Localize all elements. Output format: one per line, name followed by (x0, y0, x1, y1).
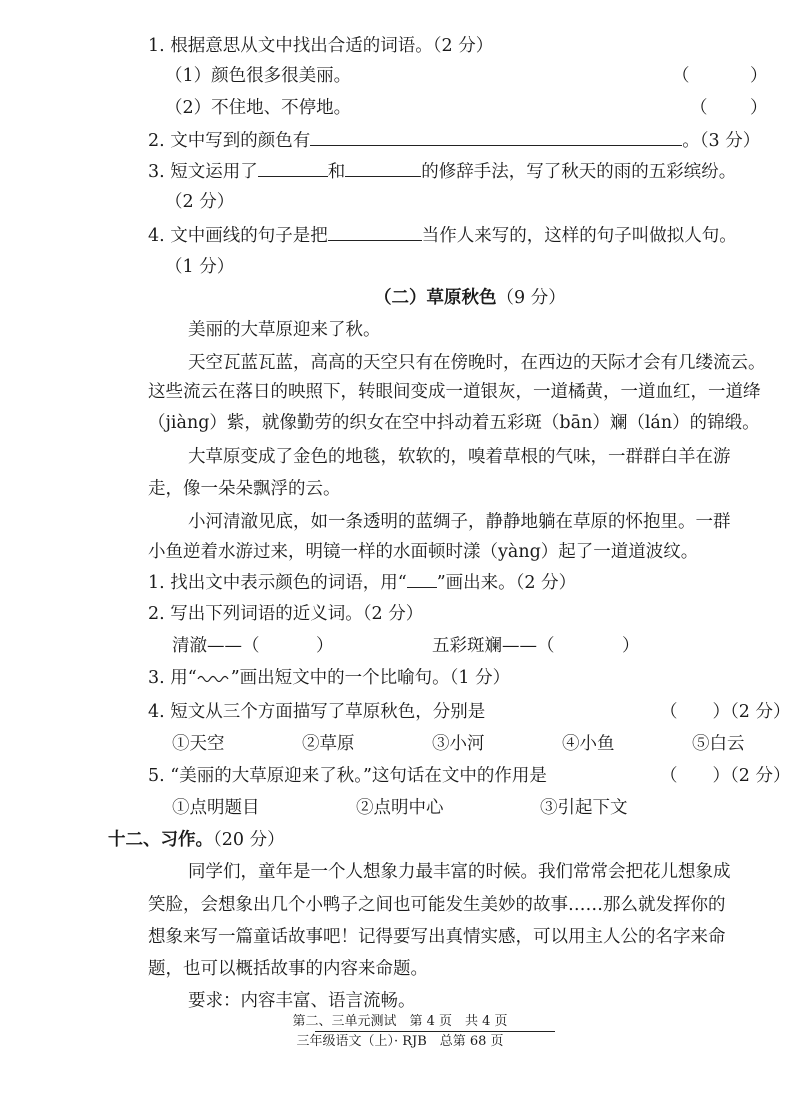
passage-paragraph: 美丽的大草原迎来了秋。 (188, 320, 381, 340)
passage-line: 走，像一朵朵飘浮的云。 (148, 479, 341, 499)
s2-question-3-tail: ”画出短文中的一个比喻句。（1 分） (230, 668, 511, 688)
option: ⑤白云 (692, 734, 745, 754)
answer-blank[interactable] (328, 224, 422, 241)
section-title: （二）草原秋色 (374, 288, 497, 308)
composition-heading (108, 828, 285, 852)
section-score: （9 分） (496, 288, 566, 308)
option: ①点明题目 (172, 798, 260, 818)
answer-paren-close: ） (750, 66, 768, 86)
question-3 (148, 160, 736, 184)
question-2-score: 。（3 分） (682, 131, 761, 151)
answer-blank[interactable] (345, 160, 421, 177)
question-3-mid: 和 (327, 162, 346, 182)
question-1: 1. 根据意思从文中找出合适的词语。（2 分） (148, 36, 494, 56)
question-4-score: （1 分） (165, 257, 235, 277)
passage-line: 天空瓦蓝瓦蓝，高高的天空只有在傍晚时，在西边的天际才会有几缕流云。 (188, 353, 766, 373)
composition-line: 题，也可以概括故事的内容来命题。 (148, 959, 428, 979)
s2-question-1-tail: ”画出来。（2 分） (436, 573, 577, 593)
answer-paren-open: （ (672, 66, 690, 86)
passage-line: （jiàng）紫，就像勤劳的织女在空中抖动着五彩斑（bān）斓（lán）的锦缎。 (148, 413, 760, 433)
option: ④小鱼 (562, 734, 615, 754)
answer-paren-open: （ (690, 98, 708, 118)
answer-blank[interactable] (258, 160, 328, 177)
option: ①天空 (172, 734, 225, 754)
question-3-tail: 的修辞手法，写了秋天的雨的五彩缤纷。 (421, 162, 737, 182)
answer-blank[interactable] (310, 129, 682, 146)
composition-line: 想象来写一篇童话故事吧！记得要写出真情实感，可以用主人公的名字来命 (148, 927, 726, 947)
s2-question-2: 2. 写出下列词语的近义词。（2 分） (148, 604, 424, 624)
question-3-text: 3. 短文运用了 (148, 162, 258, 182)
s2-question-5: 5. “美丽的大草原迎来了秋。”这句话在文中的作用是 (148, 766, 547, 786)
question-4-text: 4. 文中画线的句子是把 (148, 226, 328, 246)
passage-line: 这些流云在落日的映照下，转眼间变成一道银灰，一道橘黄，一道血红，一道绛 (148, 382, 761, 402)
passage-line: 大草原变成了金色的地毯，软软的，嗅着草根的气味，一群群白羊在游 (188, 447, 731, 467)
question-1-2: （2）不住地、不停地。 (165, 98, 352, 118)
composition-score: （20 分） (213, 830, 285, 850)
question-4 (148, 224, 737, 248)
s2-question-1-text: 1. 找出文中表示颜色的词语，用“ (148, 573, 407, 593)
composition-requirement: 要求：内容丰富、语言流畅。 (188, 991, 416, 1011)
underline-mark (407, 571, 437, 588)
synonym-b-close: ） (622, 636, 640, 656)
s2-question-3 (148, 666, 510, 690)
footer-page-info: 第二、三单元测试 第 4 页 共 4 页 (292, 1014, 508, 1029)
question-1-1: （1）颜色很多很美丽。 (165, 66, 352, 86)
footer-divider (315, 1031, 555, 1032)
passage-line: 小鱼逆着水游过来，明镜一样的水面顿时漾（yàng）起了一道道波纹。 (148, 542, 699, 562)
composition-line: 笑脸，会想象出几个小鸭子之间也可能发生美妙的故事……那么就发挥你的 (148, 895, 726, 915)
question-3-score: （2 分） (165, 192, 235, 212)
s2-question-3-text: 3. 用“ (148, 668, 197, 688)
option: ②点明中心 (356, 798, 444, 818)
answer-paren-close: ） (750, 98, 768, 118)
composition-line: 同学们，童年是一个人想象力最丰富的时候。我们常常会把花儿想象成 (188, 862, 731, 882)
wavy-line-icon (197, 673, 231, 683)
synonym-a-close: ） (316, 636, 334, 656)
synonym-b: 五彩斑斓——（ (432, 636, 555, 656)
question-2 (148, 129, 760, 153)
s2-question-4: 4. 短文从三个方面描写了草原秋色，分别是 (148, 702, 486, 722)
question-2-text: 2. 文中写到的颜色有 (148, 131, 311, 151)
passage-line: 小河清澈见底，如一条透明的蓝绸子，静静地躺在草原的怀抱里。一群 (188, 512, 731, 532)
option: ②草原 (302, 734, 355, 754)
answer-paren[interactable]: （ ）（2 分） (660, 702, 791, 722)
option: ③小河 (432, 734, 485, 754)
answer-paren[interactable]: （ ）（2 分） (660, 766, 791, 786)
question-4-tail: 当作人来写的，这样的句子叫做拟人句。 (421, 226, 737, 246)
s2-question-1 (148, 571, 576, 595)
section-heading (374, 286, 566, 310)
option: ③引起下文 (540, 798, 628, 818)
composition-title: 十二、习作。 (108, 830, 213, 850)
synonym-a: 清澈——（ (172, 636, 260, 656)
footer-book-info: 三年级语文（上）· RJB 总第 68 页 (296, 1034, 504, 1049)
